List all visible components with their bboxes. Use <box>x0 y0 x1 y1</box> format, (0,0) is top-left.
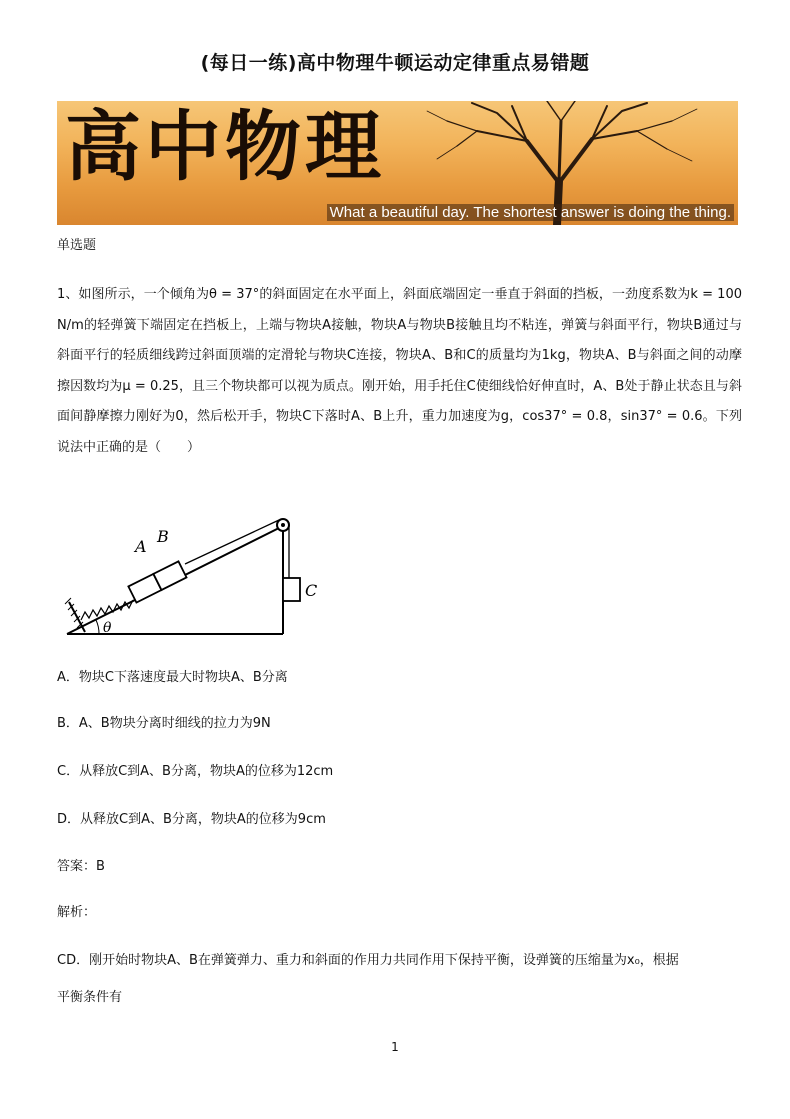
header-banner <box>57 101 738 225</box>
analysis-line-1: CD．刚开始时物块A、B在弹簧弹力、重力和斜面的作用力共同作用下保持平衡，设弹簧的压缩量为x₀，根据 <box>57 953 679 968</box>
label-c: C <box>305 581 318 600</box>
question-text: 1、如图所示，一个倾角为θ = 37°的斜面固定在水平面上，斜面底端固定一垂直于斜面的挡板，一劲度系数为k = 100 N/m的轻弹簧下端固定在挡板上，上端与物块A接触，物块A与物块B接触且均不粘连，弹簧与斜面平行，物块B通过与斜面平行的轻质细线跨过斜面顶端的定滑轮与物块C连接，物块A、B和C的质量均为1kg，物块A、B与斜面之间的动摩擦因数均为μ = 0.25，且三个物块都可以视为质点。刚开始，用手托住C使细线恰好伸直时，A、B处于静止状态且与斜面间静摩擦力刚好为0，然后松开手，物块C下落时A、B上升，重力加速度为g，cos37° = 0.8，sin37° = 0.6。下列说法中正确的是（ ） <box>57 287 742 455</box>
option-d: D．从释放C到A、B分离，物块A的位移为9cm <box>57 812 326 827</box>
page-number: 1 <box>391 1040 399 1054</box>
option-c: C．从释放C到A、B分离，物块A的位移为12cm <box>57 764 334 779</box>
page-title: (每日一练)高中物理牛顿运动定律重点易错题 <box>200 52 590 74</box>
banner-slogan: What a beautiful day. The shortest answer is doing the thing. <box>327 204 734 221</box>
answer: 答案：B <box>57 859 105 874</box>
label-theta: θ <box>103 620 112 636</box>
label-b: B <box>157 527 169 546</box>
banner-heading: 高中物理 <box>65 102 385 191</box>
analysis-label: 解析： <box>57 905 97 920</box>
option-a: A．物块C下落速度最大时物块A、B分离 <box>57 670 288 685</box>
section-label: 单选题 <box>57 238 97 253</box>
option-b: B．A、B物块分离时细线的拉力为9N <box>57 716 271 731</box>
incline-diagram <box>57 512 337 646</box>
analysis-line-2: 平衡条件有 <box>57 990 123 1005</box>
label-a: A <box>135 537 147 556</box>
